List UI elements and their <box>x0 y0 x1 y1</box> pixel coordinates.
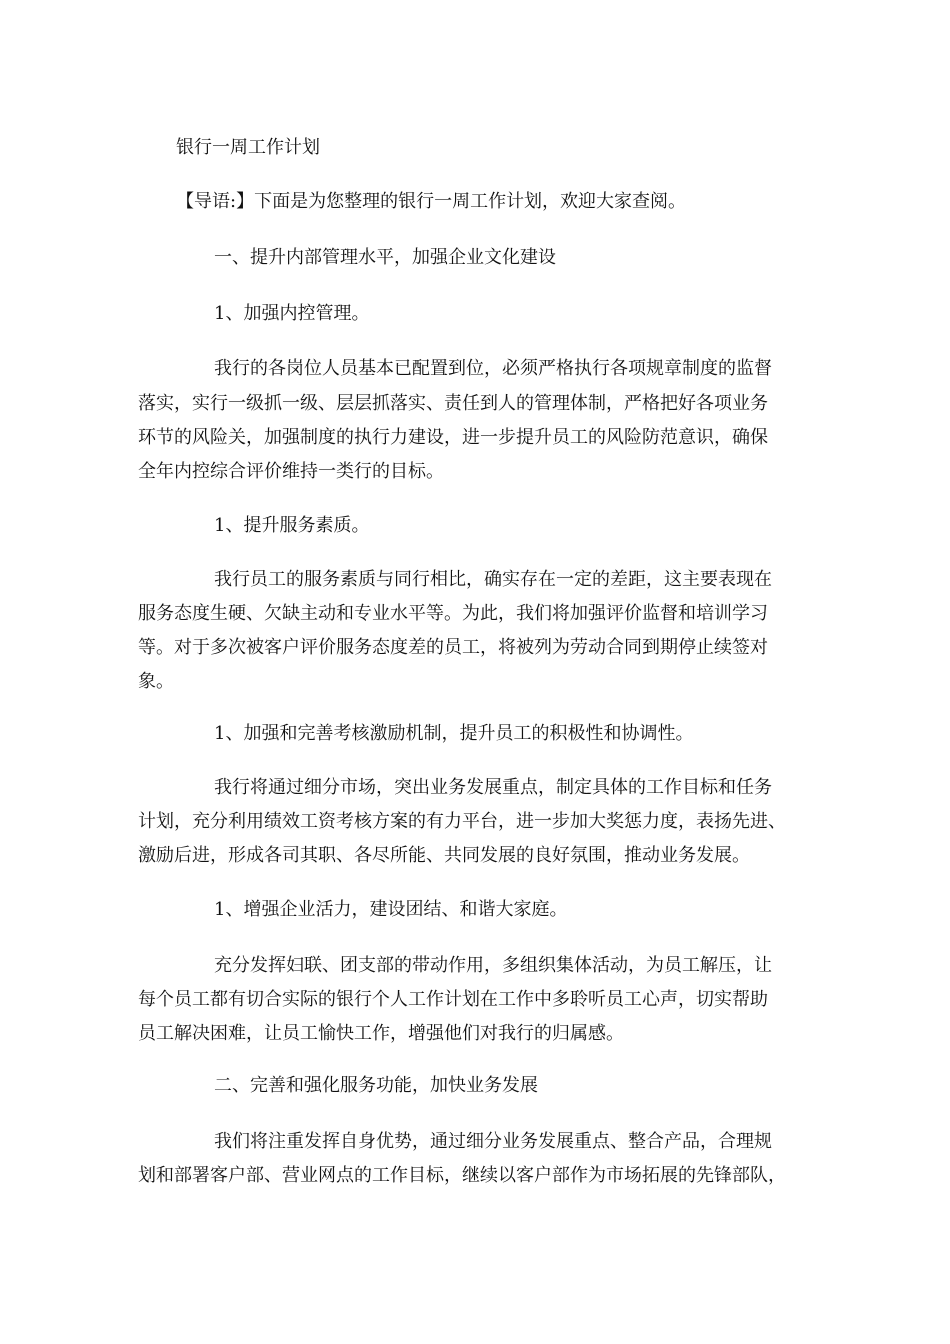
paragraph-line: 激励后进，形成各司其职、各尽所能、共同发展的良好氛围，推动业务发展。 <box>138 845 750 866</box>
paragraph-line: 充分发挥妇联、团支部的带动作用，多组织集体活动，为员工解压，让 <box>214 955 772 976</box>
item-heading-service-quality: 1、提升服务素质。 <box>214 515 370 536</box>
paragraph-line: 全年内控综合评价维持一类行的目标。 <box>138 461 444 482</box>
item-heading-incentive: 1、加强和完善考核激励机制，提升员工的积极性和协调性。 <box>214 723 694 744</box>
paragraph-line: 我行将通过细分市场，突出业务发展重点，制定具体的工作目标和任务 <box>214 777 772 798</box>
paragraph-line: 我行的各岗位人员基本已配置到位，必须严格执行各项规章制度的监督 <box>214 358 772 379</box>
paragraph-line: 落实，实行一级抓一级、层层抓落实、责任到人的管理体制，严格把好各项业务 <box>138 393 768 414</box>
paragraph-line: 象。 <box>138 671 174 692</box>
paragraph-line: 等。对于多次被客户评价服务态度差的员工，将被列为劳动合同到期停止续签对 <box>138 637 768 658</box>
paragraph-line: 我们将注重发挥自身优势，通过细分业务发展重点、整合产品，合理规 <box>214 1131 772 1152</box>
section-heading-1: 一、提升内部管理水平，加强企业文化建设 <box>214 247 556 268</box>
paragraph-line: 环节的风险关，加强制度的执行力建设，进一步提升员工的风险防范意识，确保 <box>138 427 768 448</box>
paragraph-line: 每个员工都有切合实际的银行个人工作计划在工作中多聆听员工心声，切实帮助 <box>138 989 768 1010</box>
item-heading-vitality: 1、增强企业活力，建设团结、和谐大家庭。 <box>214 899 568 920</box>
lead-paragraph: 【导语:】下面是为您整理的银行一周工作计划，欢迎大家查阅。 <box>176 191 687 212</box>
document-title: 银行一周工作计划 <box>176 137 320 158</box>
section-heading-2: 二、完善和强化服务功能，加快业务发展 <box>214 1075 538 1096</box>
item-heading-internal-control: 1、加强内控管理。 <box>214 303 370 324</box>
paragraph-line: 我行员工的服务素质与同行相比，确实存在一定的差距，这主要表现在 <box>214 569 772 590</box>
paragraph-line: 划和部署客户部、营业网点的工作目标，继续以客户部作为市场拓展的先锋部队， <box>138 1165 786 1186</box>
paragraph-line: 计划，充分利用绩效工资考核方案的有力平台，进一步加大奖惩力度，表扬先进、 <box>138 811 786 832</box>
paragraph-line: 服务态度生硬、欠缺主动和专业水平等。为此，我们将加强评价监督和培训学习 <box>138 603 768 624</box>
paragraph-line: 员工解决困难，让员工愉快工作，增强他们对我行的归属感。 <box>138 1023 624 1044</box>
